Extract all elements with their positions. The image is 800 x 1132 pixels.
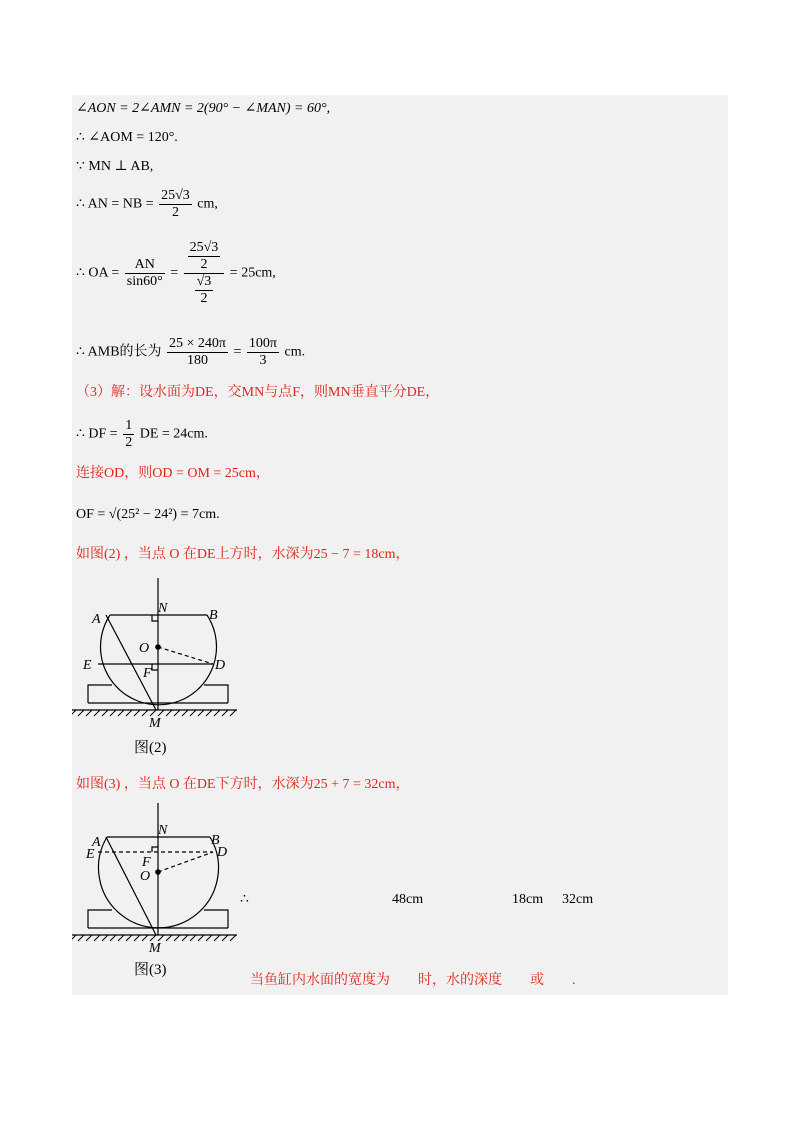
left-stand bbox=[88, 910, 112, 928]
ground-hatch-mark bbox=[230, 935, 236, 941]
figure-2-diagram bbox=[72, 575, 272, 740]
line-an-nb bbox=[76, 188, 218, 221]
ground-hatch-mark bbox=[222, 710, 228, 716]
line-mn-perp: ∵ MN ⊥ AB, bbox=[76, 159, 154, 174]
ground-hatch-mark bbox=[78, 710, 84, 716]
right-stand bbox=[204, 685, 228, 703]
ground-hatch-mark bbox=[126, 710, 132, 716]
ground-hatch-mark bbox=[190, 935, 196, 941]
oa-prefix: ∴ OA = bbox=[76, 265, 120, 281]
label-f: F bbox=[142, 855, 151, 870]
ground-hatch-mark bbox=[86, 710, 92, 716]
width-value: 48cm bbox=[392, 892, 424, 907]
oa-denominator: sin60° bbox=[126, 274, 163, 289]
oa-bottom-den: 2 bbox=[200, 291, 208, 306]
oa-complex-bottom bbox=[184, 274, 225, 307]
ground-hatch-mark bbox=[134, 935, 140, 941]
label-n: N bbox=[158, 823, 168, 838]
arc-den-2: 3 bbox=[259, 353, 267, 368]
ground-hatch-mark bbox=[214, 935, 220, 941]
depth-value-1: 18cm bbox=[512, 892, 544, 907]
ground-hatch-mark bbox=[94, 710, 100, 716]
ground-hatch-mark bbox=[142, 935, 148, 941]
line-angle-aon: ∠AON = 2∠AMN = 2(90° − ∠MAN) = 60°, bbox=[76, 101, 331, 116]
left-stand bbox=[88, 685, 112, 703]
ground-hatch-mark bbox=[174, 935, 180, 941]
oa-equals: = bbox=[170, 265, 179, 281]
right-stand bbox=[204, 910, 228, 928]
label-b: B bbox=[211, 833, 220, 848]
an-nb-numerator: 25√3 bbox=[161, 188, 190, 203]
ground-hatch-mark bbox=[102, 935, 108, 941]
df-numerator: 1 bbox=[125, 418, 133, 433]
oa-complex-fraction bbox=[184, 240, 225, 307]
df-denominator: 2 bbox=[125, 435, 133, 450]
ground-hatch-mark bbox=[110, 935, 116, 941]
ground-hatch-mark bbox=[190, 710, 196, 716]
ground-hatch-mark bbox=[166, 935, 172, 941]
oa-fraction bbox=[125, 257, 165, 290]
ground-hatch-mark bbox=[110, 710, 116, 716]
ground-hatch-mark bbox=[126, 935, 132, 941]
df-prefix: ∴ DF = bbox=[76, 426, 118, 442]
ground-hatch-mark bbox=[102, 710, 108, 716]
arc-num-1: 25 × 240π bbox=[169, 336, 226, 351]
arc-unit: cm. bbox=[284, 344, 306, 360]
depth-value-2: 32cm bbox=[562, 892, 594, 907]
figure-3-caption: 图(3) bbox=[134, 962, 167, 978]
line-connect-od: 连接OD，则OD = OM = 25cm， bbox=[76, 466, 270, 481]
line-angle-aom: ∴ ∠AOM = 120°. bbox=[76, 130, 178, 145]
ground-hatch-mark bbox=[214, 710, 220, 716]
center-point-o bbox=[155, 869, 161, 875]
center-point-o bbox=[155, 644, 161, 650]
arc-equals: = bbox=[233, 344, 242, 360]
an-nb-denominator: 2 bbox=[171, 205, 179, 220]
oa-result: = 25cm, bbox=[229, 265, 276, 281]
oa-bottom-num: √3 bbox=[196, 274, 212, 289]
ground-hatch-mark bbox=[72, 710, 76, 716]
line-case-fig2: 如图(2) ，当点 O 在DE上方时，水深为25 − 7 = 18cm， bbox=[76, 547, 410, 562]
ground-hatch-mark bbox=[230, 710, 236, 716]
ground-hatch-mark bbox=[118, 935, 124, 941]
ground-hatch-mark bbox=[198, 710, 204, 716]
arc-prefix: ∴ AMB的长为 bbox=[76, 344, 162, 360]
label-m: M bbox=[149, 941, 161, 956]
therefore-symbol: ∴ bbox=[240, 892, 249, 907]
oa-numerator: AN bbox=[125, 257, 165, 274]
figure-2-caption: 图(2) bbox=[134, 740, 167, 756]
label-e: E bbox=[83, 658, 92, 673]
ground-hatch-mark bbox=[222, 935, 228, 941]
an-nb-unit: cm, bbox=[197, 196, 218, 212]
line-case-fig3: 如图(3) ，当点 O 在DE下方时，水深为25 + 7 = 32cm， bbox=[76, 777, 410, 792]
label-e: E bbox=[86, 847, 95, 862]
oa-complex-top bbox=[184, 240, 225, 274]
ground-hatch-mark bbox=[118, 710, 124, 716]
ground-hatch-mark bbox=[72, 935, 76, 941]
ground-hatch-mark bbox=[78, 935, 84, 941]
oa-top-den: 2 bbox=[200, 257, 208, 272]
ground-hatch-mark bbox=[174, 710, 180, 716]
line-df bbox=[76, 418, 208, 451]
label-o: O bbox=[139, 641, 150, 656]
label-d: D bbox=[215, 658, 226, 673]
figure-3-diagram bbox=[72, 800, 272, 960]
label-f: F bbox=[143, 666, 152, 681]
oa-top-num: 25√3 bbox=[189, 240, 219, 255]
segment-am bbox=[106, 615, 156, 710]
label-a: A bbox=[92, 835, 101, 850]
an-nb-fraction bbox=[159, 188, 192, 221]
ground-hatch-mark bbox=[206, 710, 212, 716]
an-nb-prefix: ∴ AN = NB = bbox=[76, 196, 154, 212]
line-arc-length bbox=[76, 336, 305, 369]
line-oa bbox=[76, 240, 276, 307]
ground-hatch-mark bbox=[142, 710, 148, 716]
ground-hatch-mark bbox=[182, 935, 188, 941]
arc-fraction-2 bbox=[247, 336, 279, 369]
ground-hatch-mark bbox=[182, 710, 188, 716]
label-o: O bbox=[140, 869, 151, 884]
label-m: M bbox=[149, 716, 161, 731]
line-part3-solution: （3）解：设水面为DE，交MN与点F，则MN垂直平分DE， bbox=[76, 385, 440, 400]
arc-den-1: 180 bbox=[187, 353, 209, 368]
ground-hatch-mark bbox=[86, 935, 92, 941]
final-conclusion: 当鱼缸内水面的宽度为 时，水的深度 或 . bbox=[250, 973, 576, 988]
ground-hatch-mark bbox=[198, 935, 204, 941]
df-fraction bbox=[123, 418, 134, 451]
segment-od bbox=[158, 647, 213, 664]
df-result: DE = 24cm. bbox=[139, 426, 208, 442]
ground-hatch-mark bbox=[134, 710, 140, 716]
ground-hatch-mark bbox=[166, 710, 172, 716]
label-b: B bbox=[209, 608, 218, 623]
label-n: N bbox=[158, 601, 168, 616]
ground-hatch-mark bbox=[94, 935, 100, 941]
label-d: D bbox=[217, 845, 228, 860]
arc-fraction-1 bbox=[167, 336, 228, 369]
segment-od bbox=[158, 852, 213, 872]
label-a: A bbox=[92, 612, 101, 627]
arc-num-2: 100π bbox=[248, 336, 277, 351]
ground-hatch-mark bbox=[206, 935, 212, 941]
line-of: OF = √(25² − 24²) = 7cm. bbox=[76, 507, 220, 522]
